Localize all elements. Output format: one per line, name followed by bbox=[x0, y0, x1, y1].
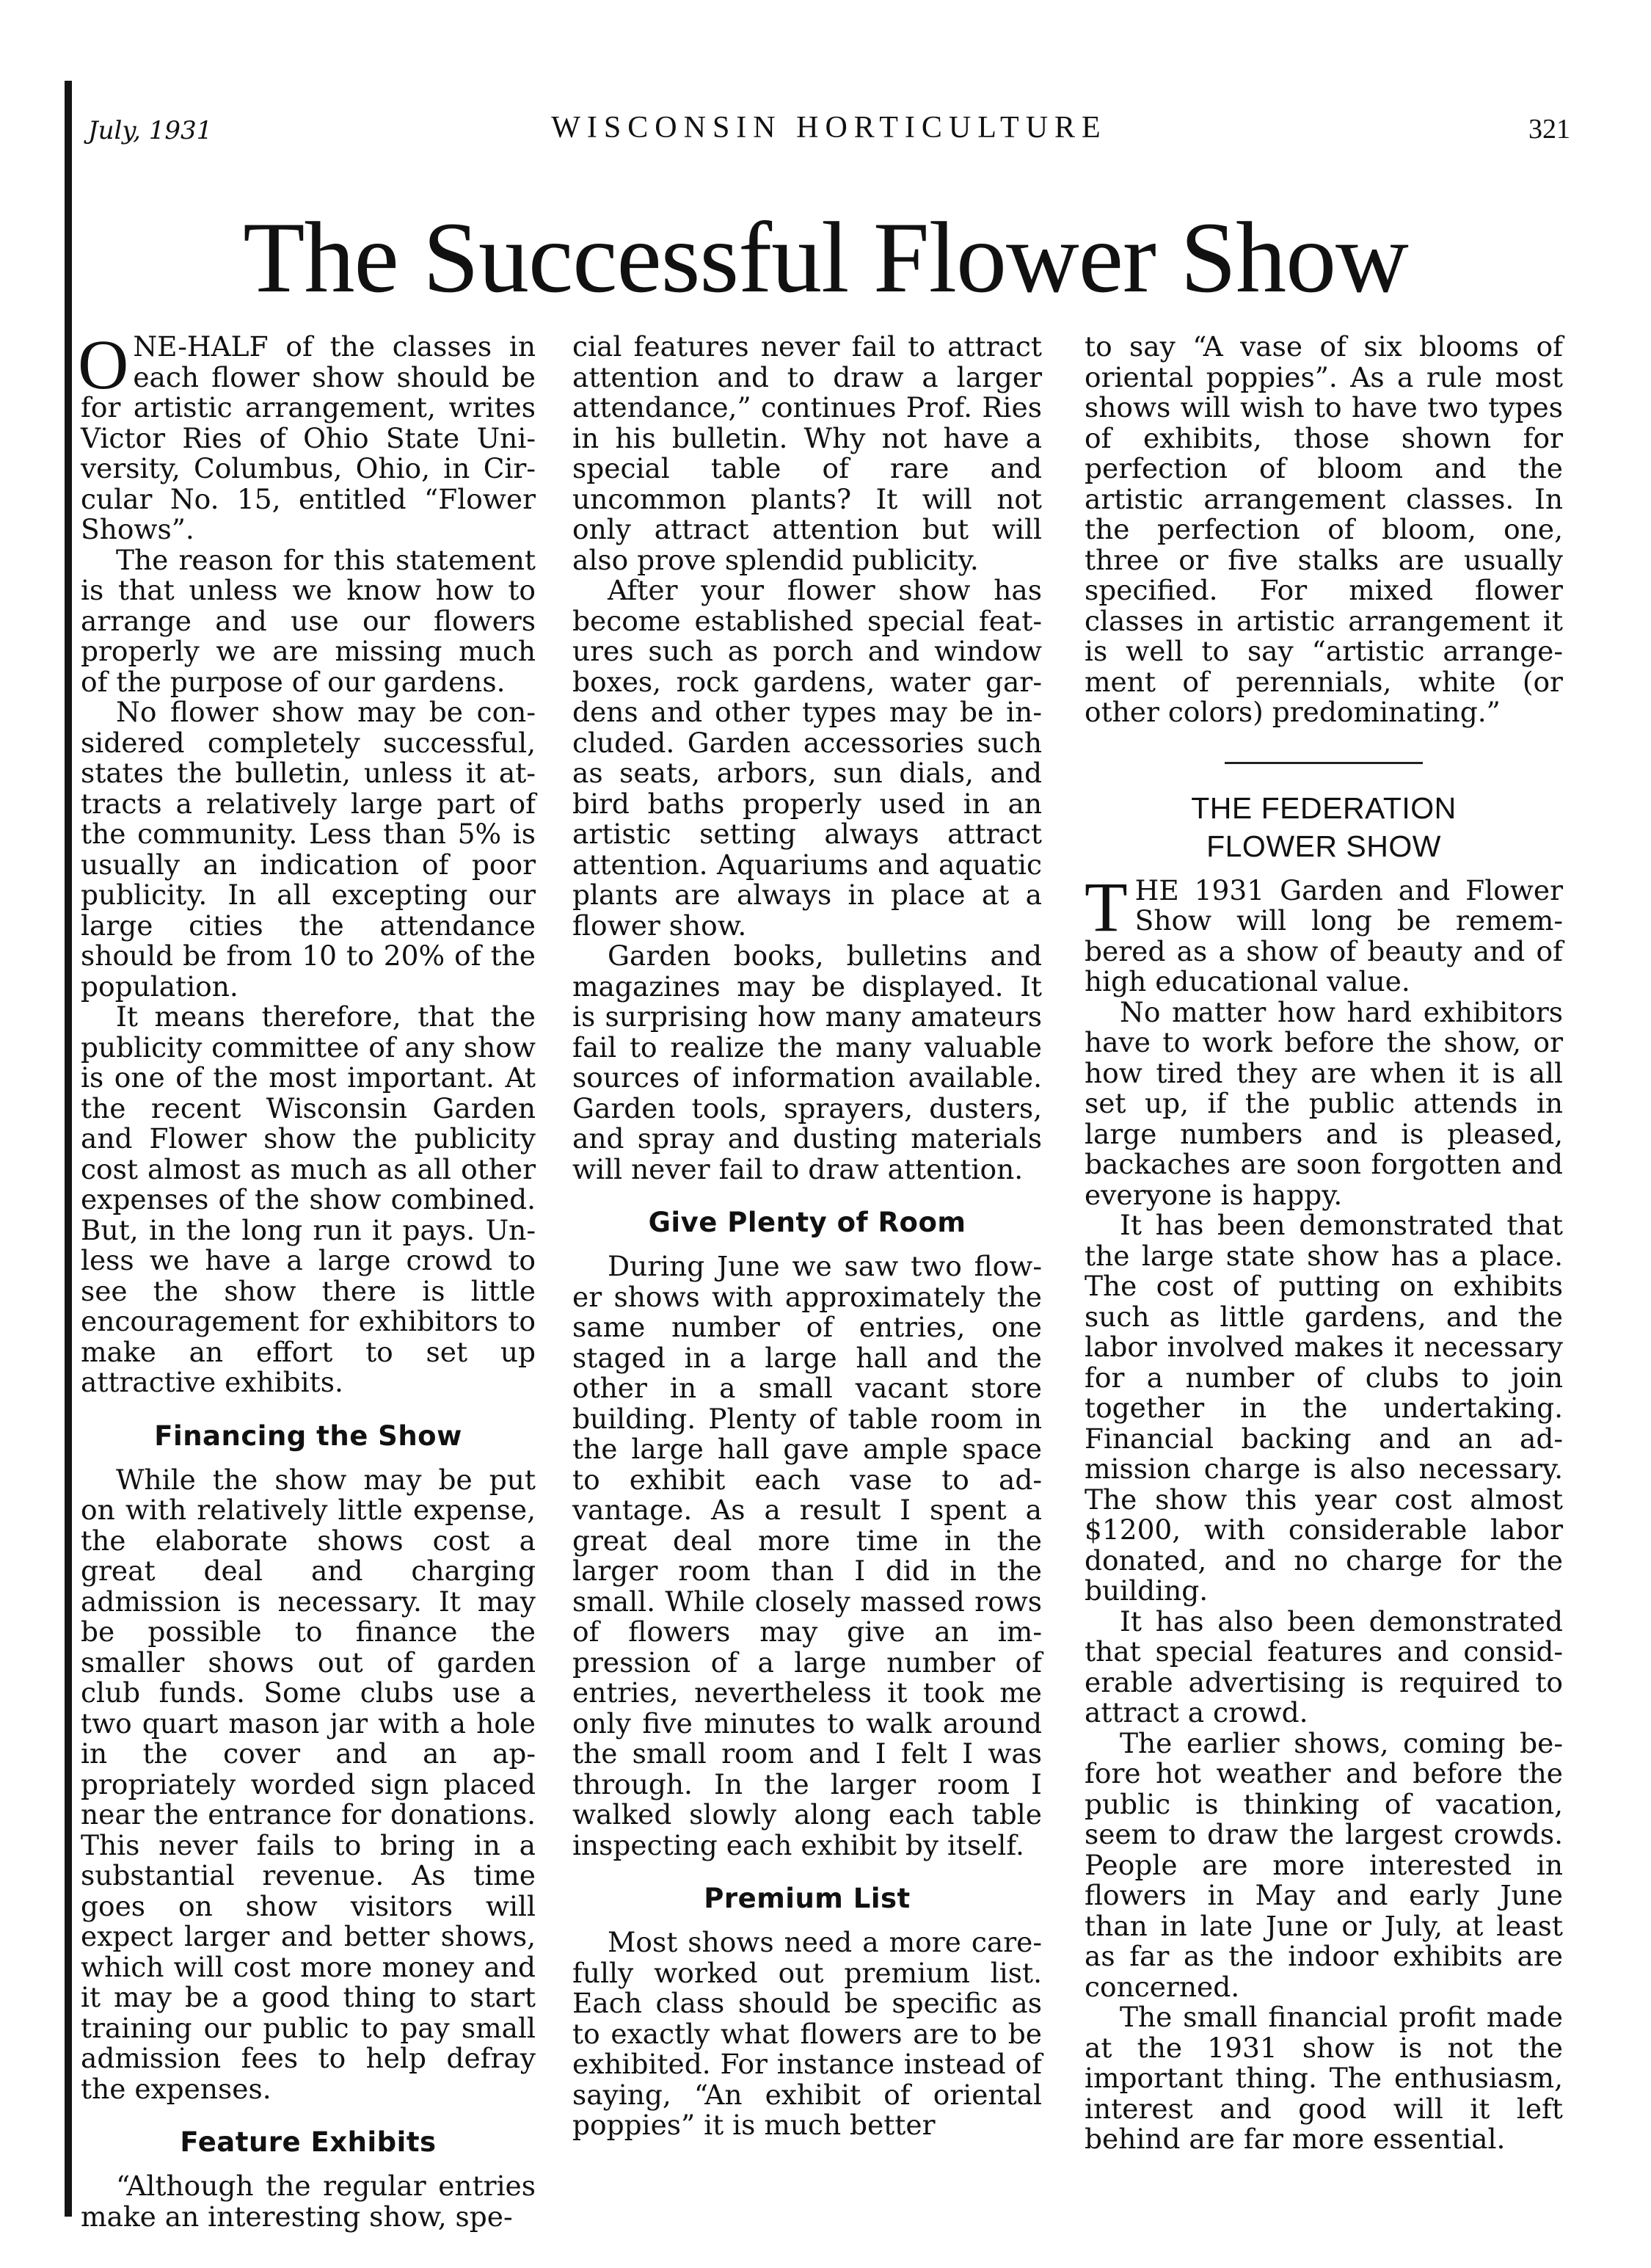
section-heading-federation-show bbox=[1085, 789, 1563, 865]
heading-line: THE FEDERATION bbox=[1191, 790, 1457, 825]
section-heading-feature-exhibits: Feature Exhibits bbox=[180, 2126, 437, 2158]
paragraph: The reason for this statement is that unless we know how to arrange and use our flowers properly we are missing much of the purpose of our gardens. bbox=[81, 543, 536, 698]
paragraph: Garden books, bulletins and magazines may be displayed. It is surprising how many amateurs fail to realize the many valuable sources of information available. Garden tools, sprayers, dusters, and spray and dusting materials will never fail to draw attention. bbox=[572, 939, 1042, 1185]
paragraph: While the show may be put on with relatively little expense, the elaborate shows cost a great deal and charging admission is necessary. It may be possible to finance the smaller shows out of garden club funds. Some clubs use a two quart mason jar with a hole in the cover and an appropriately worded sign placed near the entrance for donations. This never fails to bring in a substantial revenue. As time goes on show visitors will expect larger and better shows, which will cost more money and it may be a good thing to start training our public to pay small admission fees to help defray the expenses. bbox=[81, 1463, 536, 2105]
section-heading-premium-list: Premium List bbox=[704, 1883, 911, 1914]
paragraph: to say “A vase of six blooms of oriental poppies”. As a rule most shows will wish to have two types of exhibits, those shown for perfection of bloom and the artistic arrangement classes. In the perfection of bloom, one, three or five stalks are usually specified. For mixed flower classes in artistic arrangement it is well to say “artistic arrangement of perennials, white (or other colors) predominating.” bbox=[1085, 330, 1563, 728]
paragraph: The earlier shows, coming before hot weather and before the public is thinking of vacation, seem to draw the largest crowds. People are more interested in flowers in May and early June than in late June or July, at least as far as the indoor exhibits are concerned. bbox=[1085, 1726, 1563, 2003]
paragraph: “Although the regular entries make an interesting show, spe- bbox=[81, 2170, 536, 2233]
issue-date: July, 1931 bbox=[88, 116, 213, 145]
paragraph: It means therefore, that the publicity committee of any show is one of the most important. At the recent Wisconsin Garden and Flower show the publicity cost almost as much as all other expenses of the show combined. But, in the long run it pays. Unless we have a large crowd to see the show there is little encouragement for exhibitors to make an effort to set up attractive exhibits. bbox=[81, 1000, 536, 1398]
running-header bbox=[88, 110, 1570, 161]
paragraph: cial features never fail to attract attention and to draw a larger attendance,” continues Prof. Ries in his bulletin. Why not have a special table of rare and uncommon plants? It will not only attract attention but will also prove splendid publicity. bbox=[572, 330, 1042, 576]
paragraph-text: NE-HALF of the classes in each flower show should be for artistic arrangement, writes Victor Ries of Ohio State University, Columbus, Ohio, in Circular No. 15, entitled “Flower Shows”. bbox=[81, 330, 536, 545]
section-heading-give-room: Give Plenty of Room bbox=[648, 1207, 966, 1238]
paragraph: During June we saw two flower shows with approximately the same number of entries, one staged in a large hall and the other in a small vacant store building. Plenty of table room in the large hall gave ample space to exhibit each vase to advantage. As a result I spent a great deal more time in the larger room than I did in the small. While closely massed rows of flowers may give an impression of a large number of entries, nevertheless it took me only five minutes to walk around the small room and I felt I was through. In the larger room I walked slowly along each table inspecting each exhibit by itself. bbox=[572, 1250, 1042, 1861]
column-1 bbox=[78, 325, 536, 2233]
paragraph: The small financial profit made at the 1931 show is not the important thing. The enthusiasm, interest and good will it left behind are far more essential. bbox=[1085, 2001, 1563, 2155]
paragraph-text: HE 1931 Garden and Flower Show will long be remembered as a show of beauty and of high educational value. bbox=[1085, 873, 1563, 997]
paragraph bbox=[1085, 867, 1563, 997]
column-3 bbox=[1085, 332, 1563, 2155]
drop-cap: T bbox=[1085, 867, 1128, 946]
page-edge-rule bbox=[65, 81, 72, 2217]
drop-cap: O bbox=[78, 325, 129, 404]
paragraph: No flower show may be considered completely successful, states the bulletin, unless it attracts a relatively large part of the community. Less than 5% is usually an indication of poor publicity. In all excepting our large cities the attendance should be from 10 to 20% of the population. bbox=[81, 696, 536, 1003]
column-2 bbox=[572, 332, 1042, 2141]
article-title: The Successful Flower Show bbox=[243, 201, 1408, 313]
paragraph: Most shows need a more carefully worked out premium list. Each class should be specific as to exactly what flowers are to be exhibited. For instance instead of saying, “An exhibit of oriental poppies” it is much better bbox=[572, 1926, 1042, 2141]
section-divider bbox=[1225, 762, 1423, 764]
paragraph: It has been demonstrated that the large state show has a place. The cost of putting on exhibits such as little gardens, and the labor involved makes it necessary for a number of clubs to join together in the undertaking. Financial backing and an admission charge is also necessary. The show this year cost almost $1200, with considerable labor donated, and no charge for the building. bbox=[1085, 1209, 1563, 1607]
paragraph bbox=[78, 325, 536, 545]
paragraph: No matter how hard exhibitors have to work before the show, or how tired they are when it is all set up, if the public attends in large numbers and is pleased, backaches are soon forgotten and everyone is happy. bbox=[1085, 995, 1563, 1211]
journal-title: WISCONSIN HORTICULTURE bbox=[551, 111, 1107, 145]
page-number: 321 bbox=[1528, 114, 1570, 145]
section-heading-financing: Financing the Show bbox=[154, 1420, 462, 1452]
paragraph: It has also been demonstrated that special features and considerable advertising is required to attract a crowd. bbox=[1085, 1604, 1563, 1729]
heading-line: FLOWER SHOW bbox=[1206, 829, 1441, 863]
paragraph: After your flower show has become established special features such as porch and window boxes, rock gardens, water gardens and other types may be included. Garden accessories such as seats, arbors, sun dials, and bird baths properly used in an artistic setting always attract attention. Aquariums and aquatic plants are always in place at a flower show. bbox=[572, 574, 1042, 942]
